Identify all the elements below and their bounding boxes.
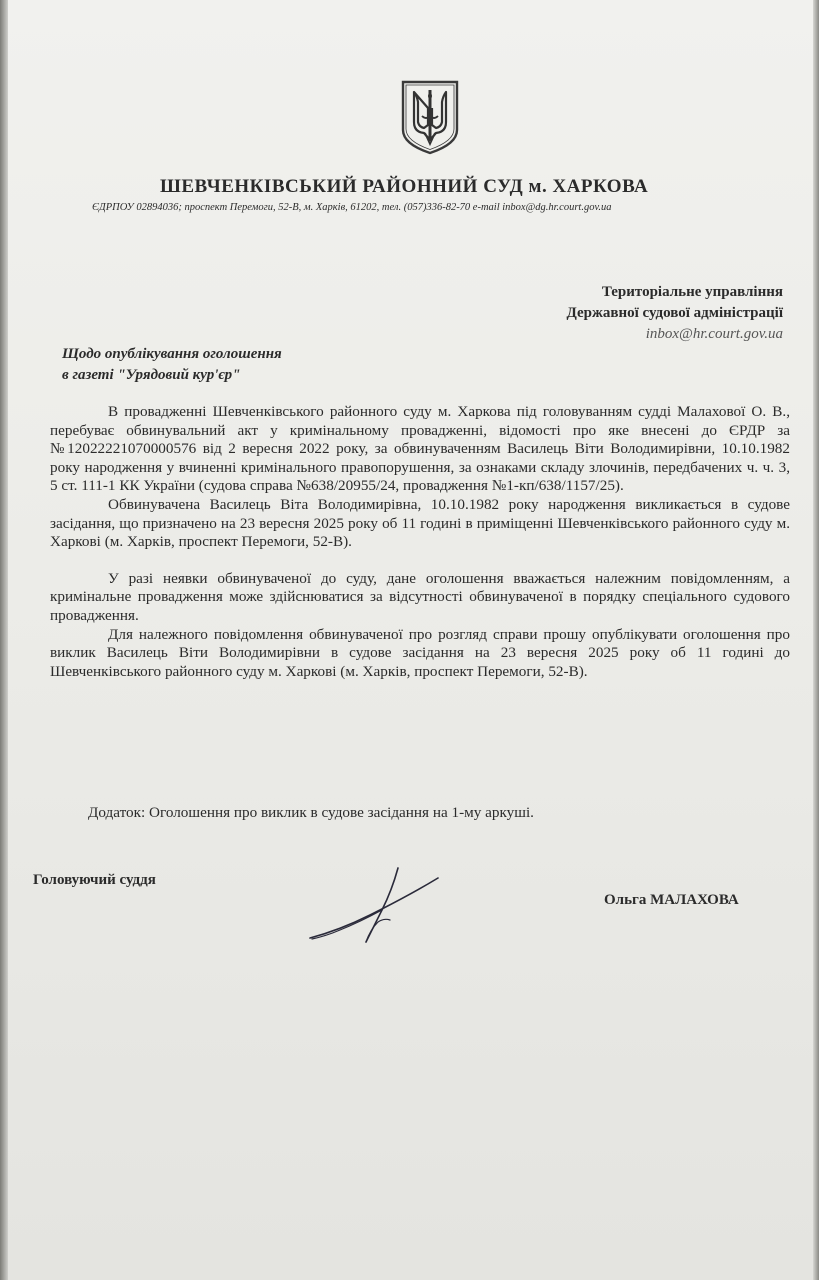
coat-of-arms-icon [399,78,461,156]
addressee-email: inbox@hr.court.gov.ua [645,326,783,342]
page-edge-left [0,0,8,1280]
addressee-block [567,282,784,345]
body-paragraph-2: Обвинувачена Василець Віта Володимирівна, 10.10.1982 року народження викликається в судове засідання, що призначено на 23 вересня 2025 року об 11 годині в приміщенні Шевченківського районного суду м. Харкові (м. Харків, проспект Перемоги, 52-В). [50,495,790,551]
judge-name: Ольга МАЛАХОВА [604,892,739,908]
subject-block [62,344,282,386]
appendix-note: Додаток: Оголошення про виклик в судове засідання на 1-му аркуші. [88,804,534,821]
court-contacts: ЄДРПОУ 02894036; проспект Перемоги, 52-В, м. Харків, 61202, тел. (057)336-82-70 e-mail inbox@dg.hr.court.gov.ua [92,202,612,213]
judge-title: Головуючий суддя [33,872,156,888]
subject-line2: в газеті "Урядовий кур'єр" [62,367,241,383]
court-name: ШЕВЧЕНКІВСЬКИЙ РАЙОННИЙ СУД м. ХАРКОВА [160,176,649,197]
letter-body [50,403,790,681]
addressee-line2: Державної судової адміністрації [566,305,783,321]
body-paragraph-1: В провадженні Шевченківського районного суду м. Харкова під головуванням судді Малахової О. В., перебуває обвинувальний акт у кримінальному провадженні, відомості про яке внесені до ЄРДР за №12022221070000576 від 2 вересня 2022 року, за обвинуваченням Василець Віти Володимирівни, 10.10.1982 року народження у вчиненні кримінального правопорушення, за ознаками складу злочинів, передбачених ч. ч. 3, 5 ст. 111-1 КК України (судова справа №638/20955/24, провадження №1-кп/638/1157/25). [50,403,790,495]
body-paragraph-4: Для належного повідомлення обвинуваченої про розгляд справи прошу опублікувати оголошення про виклик Василець Віти Володимирівни в судове засідання на 23 вересня 2025 року об 11 годині до Шевченківського районного суду м. Харкові (м. Харків, проспект Перемоги, 52-В). [50,625,790,680]
body-paragraph-3: У разі неявки обвинуваченої до суду, дане оголошення вважається належним повідомленням, а кримінальне провадження може здійснюватися за відсутності обвинуваченої в порядку спеціального судового провадження. [50,569,790,624]
handwritten-signature-icon [300,860,450,950]
addressee-line1: Територіальне управління [601,284,783,300]
subject-line1: Щодо опублікування оголошення [62,346,282,362]
page-edge-right [813,0,819,1280]
